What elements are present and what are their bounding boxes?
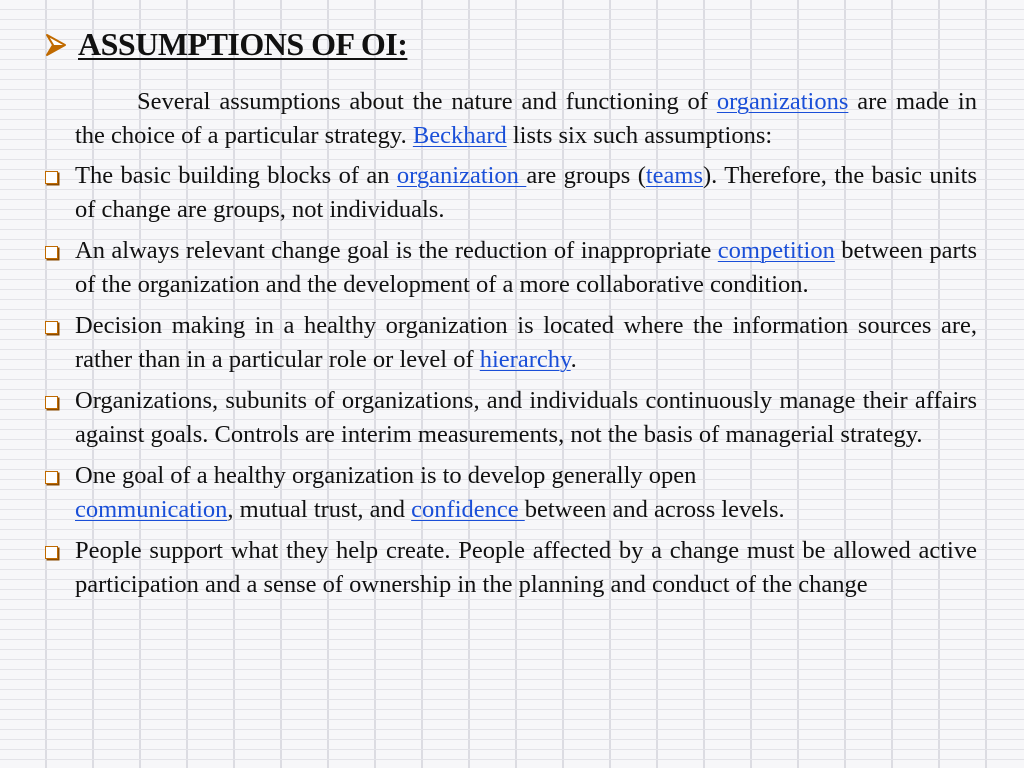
link-teams[interactable]: teams [645,162,704,189]
list-item-competition [75,234,977,302]
square-bullet-icon [45,546,58,559]
item-5-text-1: One goal of a healthy organization is to develop generally open [75,462,697,489]
list-item-communication [75,459,977,527]
square-bullet-icon [45,321,58,334]
intro-text-1: Several assumptions about the nature and functioning of [137,88,717,115]
item-1-text-1: The basic building blocks of an [75,162,397,189]
intro-text-2: are made in the choice of a particular strategy. [75,88,977,149]
square-bullet-icon [45,171,58,184]
intro-text-3: lists six such assumptions: [506,122,773,149]
link-organizations[interactable]: organizations [716,88,849,115]
square-bullet-icon [45,246,58,259]
item-2-text-1: An always relevant change goal is the reduction of inappropriate [75,237,718,264]
item-3-text-1: Decision making in a healthy organization is located where the information sources are, rather than in a particular role or level of [75,312,977,373]
link-organization[interactable]: organization [396,162,527,189]
item-1-text-2: are groups ( [526,162,646,189]
item-4-text-1: Organizations, subunits of organizations, and individuals continuously manage their affairs against goals. Controls are interim measurements, not the basis of managerial strategy. [75,387,977,448]
item-3-text-2: . [570,346,577,373]
list-item-goals [75,384,977,452]
title-row [44,26,407,63]
list-item-building-blocks [75,159,977,227]
item-5-text-3: between and across levels. [524,496,785,523]
link-hierarchy[interactable]: hierarchy [479,346,571,373]
link-confidence[interactable]: confidence [411,496,525,523]
item-1-text-3: ). Therefore, the basic units of change are groups, not individuals. [75,162,978,223]
item-5-text-2: , mutual trust, and [227,496,412,523]
link-beckhard[interactable]: Beckhard [412,122,507,149]
arrow-icon [44,33,68,57]
page-title: ASSUMPTIONS OF OI: [78,26,408,62]
link-competition[interactable]: competition [717,237,835,264]
intro-paragraph [75,85,977,153]
item-6-text-1: People support what they help create. People affected by a change must be allowed active participation and a sense of ownership in the planning and conduct of the change [75,537,977,598]
square-bullet-icon [45,396,58,409]
content-body [75,85,977,609]
item-2-text-2: between parts of the organization and the development of a more collaborative condition. [75,237,977,298]
link-communication[interactable]: communication [75,496,228,523]
list-item-decision-making [75,309,977,377]
square-bullet-icon [45,471,58,484]
list-item-participation [75,534,977,602]
